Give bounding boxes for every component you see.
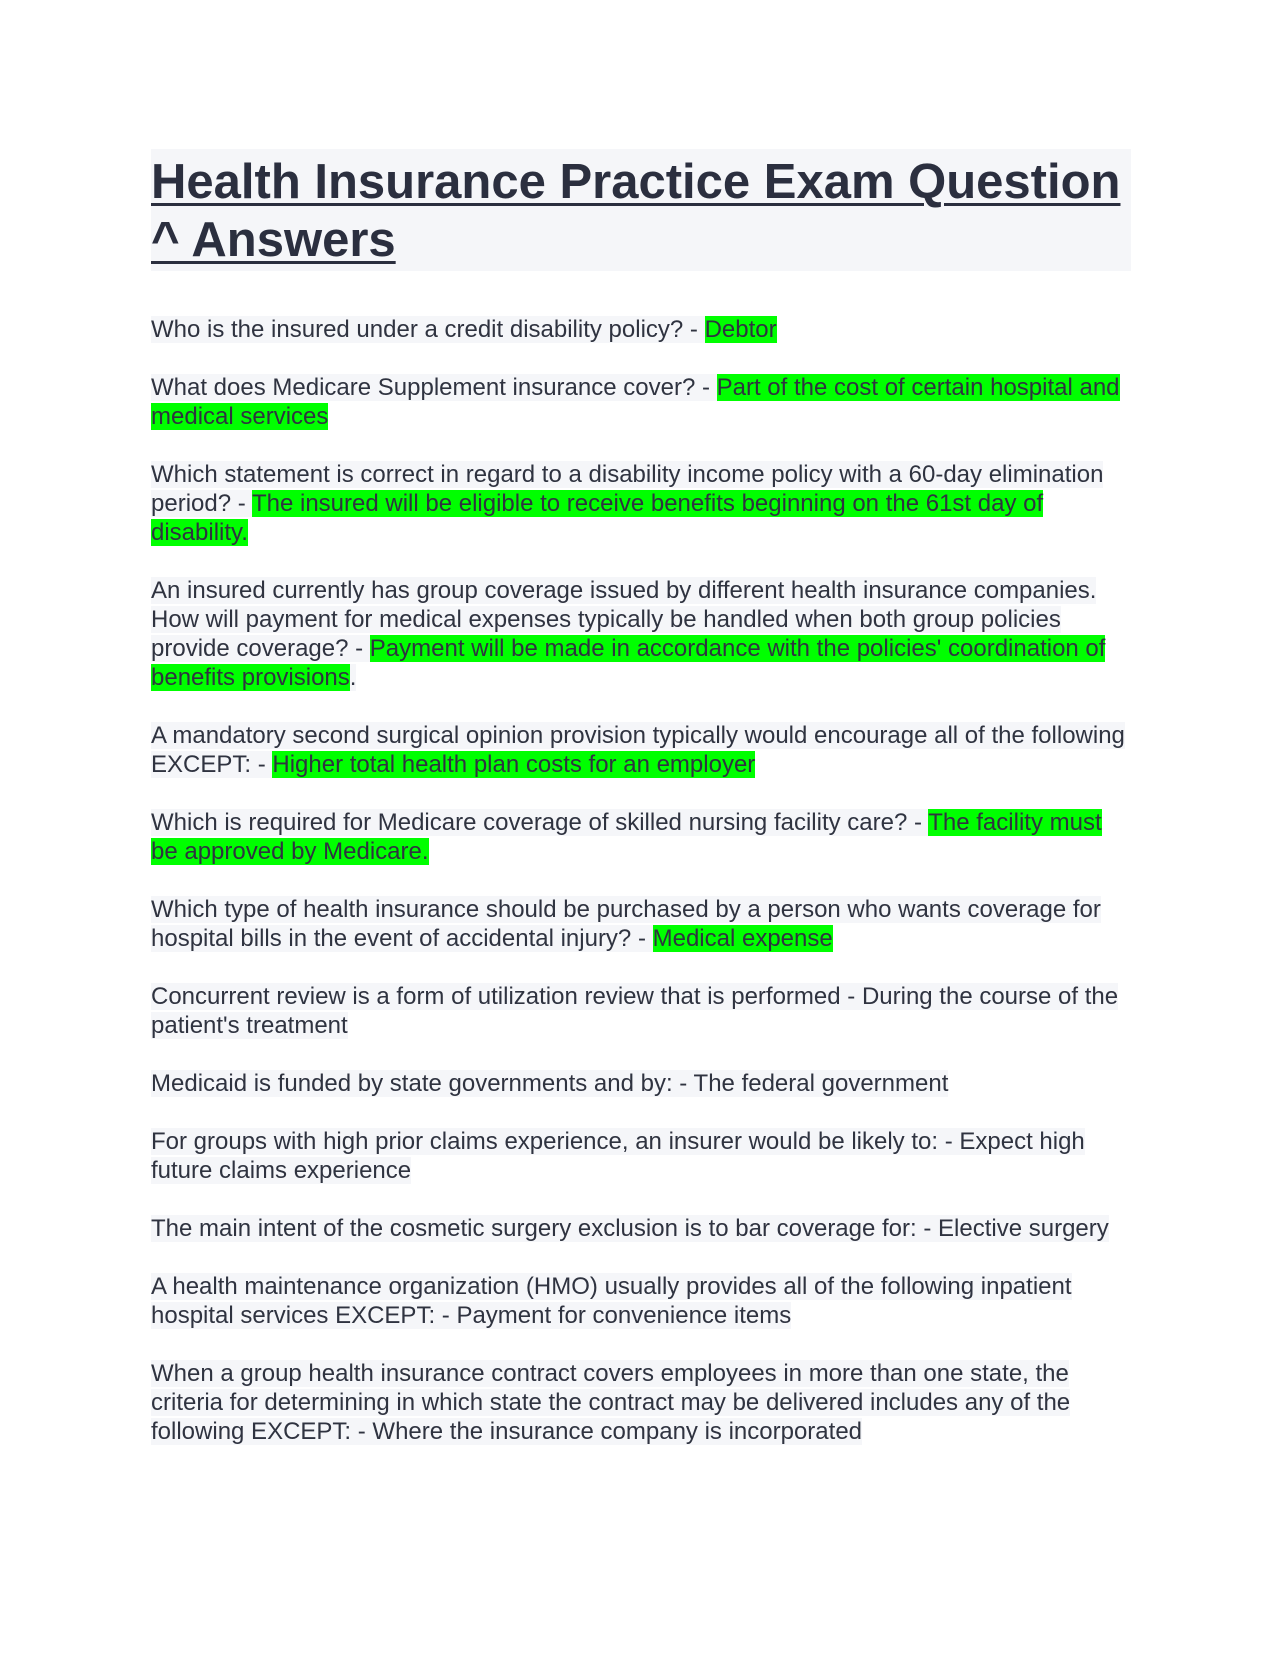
question-text: What does Medicare Supplement insurance cover? bbox=[151, 374, 696, 401]
qa-separator: - bbox=[695, 374, 717, 401]
title-block bbox=[151, 149, 1131, 271]
answer-text: The federal government bbox=[693, 1070, 949, 1097]
qa-list bbox=[151, 315, 1131, 1446]
question-text: Medicaid is funded by state governments and by: bbox=[151, 1070, 673, 1097]
answer-highlighted: The insured will be eligible to receive benefits beginning on the 61st day of disability. bbox=[151, 490, 1044, 546]
answer-highlighted: Medical expense bbox=[652, 925, 833, 952]
answer-text: Payment for convenience items bbox=[456, 1302, 792, 1329]
qa-item bbox=[151, 1214, 1131, 1243]
qa-separator: - bbox=[631, 925, 653, 952]
answer-text: During the course of the patient's treatment bbox=[151, 983, 1119, 1039]
qa-item bbox=[151, 373, 1131, 431]
qa-item bbox=[151, 808, 1131, 866]
qa-item bbox=[151, 982, 1131, 1040]
answer-text: Elective surgery bbox=[938, 1215, 1109, 1242]
qa-separator: - bbox=[435, 1302, 457, 1329]
question-text: A health maintenance organization (HMO) usually provides all of the following inpatient hospital services EXCEPT: bbox=[151, 1273, 1072, 1329]
qa-separator: - bbox=[683, 316, 705, 343]
qa-separator: - bbox=[251, 751, 273, 778]
document-content bbox=[151, 149, 1131, 1475]
answer-highlighted: Payment will be made in accordance with the policies' coordination of benefits provisions bbox=[151, 635, 1106, 691]
question-text: For groups with high prior claims experience, an insurer would be likely to: bbox=[151, 1128, 939, 1155]
qa-item bbox=[151, 1127, 1131, 1185]
page-title: Health Insurance Practice Exam Question ^ Answers bbox=[151, 155, 1121, 267]
question-text: When a group health insurance contract covers employees in more than one state, the criteria for determining in which state the contract may be delivered includes any of the following EXCEPT: bbox=[151, 1360, 1071, 1445]
qa-item bbox=[151, 1272, 1131, 1330]
answer-text: Where the insurance company is incorporated bbox=[372, 1418, 863, 1445]
answer-highlighted: The facility must be approved by Medicare. bbox=[151, 809, 1102, 865]
question-text: Which is required for Medicare coverage of skilled nursing facility care? bbox=[151, 809, 908, 836]
qa-separator: - bbox=[231, 490, 252, 517]
answer-tail: . bbox=[349, 664, 357, 691]
qa-item bbox=[151, 721, 1131, 779]
question-text: An insured currently has group coverage issued by different health insurance companies. How will payment for medical expenses typically be handled when both group policies provide coverage? bbox=[151, 577, 1097, 662]
qa-item bbox=[151, 576, 1131, 692]
answer-highlighted: Debtor bbox=[704, 316, 777, 343]
qa-item bbox=[151, 460, 1131, 547]
question-text: The main intent of the cosmetic surgery exclusion is to bar coverage for: bbox=[151, 1215, 917, 1242]
question-text: A mandatory second surgical opinion provision typically would encourage all of the following EXCEPT: bbox=[151, 722, 1125, 778]
qa-item bbox=[151, 895, 1131, 953]
qa-separator: - bbox=[672, 1070, 694, 1097]
question-text: Which type of health insurance should be purchased by a person who wants coverage for hospital bills in the event of accidental injury? bbox=[151, 896, 1101, 952]
qa-item bbox=[151, 1359, 1131, 1446]
question-text: Which statement is correct in regard to a disability income policy with a 60-day elimination period? bbox=[151, 461, 1104, 517]
qa-separator: - bbox=[348, 635, 370, 662]
qa-item bbox=[151, 1069, 1131, 1098]
qa-separator: - bbox=[938, 1128, 960, 1155]
qa-item bbox=[151, 315, 1131, 344]
qa-separator: - bbox=[907, 809, 929, 836]
qa-separator: - bbox=[351, 1418, 373, 1445]
answer-highlighted: Higher total health plan costs for an employer bbox=[272, 751, 756, 778]
qa-separator: - bbox=[916, 1215, 939, 1242]
qa-separator: - bbox=[840, 983, 862, 1010]
question-text: Concurrent review is a form of utilization review that is performed bbox=[151, 983, 841, 1010]
answer-text: Expect high future claims experience bbox=[151, 1128, 1085, 1184]
answer-highlighted: Part of the cost of certain hospital and medical services bbox=[151, 374, 1120, 430]
question-text: Who is the insured under a credit disability policy? bbox=[151, 316, 684, 343]
